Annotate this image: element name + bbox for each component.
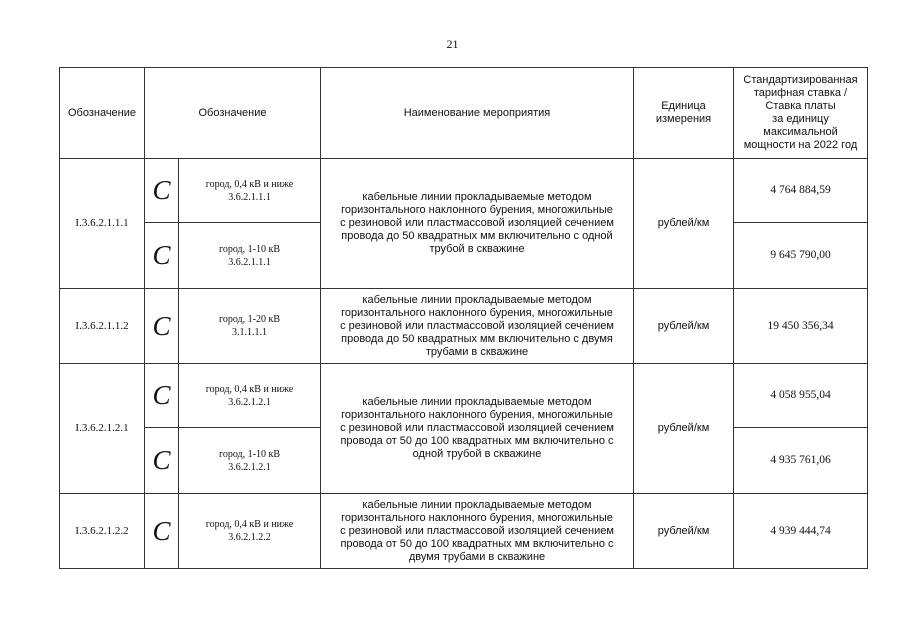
unit: рублей/км xyxy=(634,289,734,364)
rate-value: 19 450 356,34 xyxy=(734,289,868,364)
sub-designation: город, 0,4 кВ и ниже 3.6.2.1.2.1 xyxy=(179,364,321,428)
sub-designation: город, 1-10 кВ 3.6.2.1.2.1 xyxy=(179,428,321,494)
row-code: I.3.6.2.1.2.1 xyxy=(60,364,145,494)
table-row xyxy=(60,289,868,364)
row-code: I.3.6.2.1.1.2 xyxy=(60,289,145,364)
rate-value: 9 645 790,00 xyxy=(734,223,868,289)
activity-name: кабельные линии прокладываемые методом горизонтального наклонного бурения, многожильные с резиновой или пластмассовой изоляцией сечением провода от 50 до 100 квадратных мм включительно с одной трубой в скважине xyxy=(321,364,634,494)
header-designation-2: Обозначение xyxy=(145,68,321,159)
rate-value: 4 935 761,06 xyxy=(734,428,868,494)
rate-value: 4 764 884,59 xyxy=(734,159,868,223)
sub-designation: город, 0,4 кВ и ниже 3.6.2.1.2.2 xyxy=(179,494,321,569)
page-number: 21 xyxy=(446,37,459,51)
activity-name: кабельные линии прокладываемые методом горизонтального наклонного бурения, многожильные с резиновой или пластмассовой изоляцией сечением провода до 50 квадратных мм включительно с одной трубой в скважине xyxy=(321,159,634,289)
row-code: I.3.6.2.1.1.1 xyxy=(60,159,145,289)
rate-value: 4 058 955,04 xyxy=(734,364,868,428)
header-rate: Стандартизированная тарифная ставка / Ставка платы за единицу максимальной мощности на 2022 год xyxy=(734,68,868,159)
c-symbol-icon: C xyxy=(145,428,179,494)
activity-name: кабельные линии прокладываемые методом горизонтального наклонного бурения, многожильные с резиновой или пластмассовой изоляцией сечением провода от 50 до 100 квадратных мм включительно с двумя трубами в скважине xyxy=(321,494,634,569)
c-symbol-icon: C xyxy=(145,159,179,223)
tariff-table xyxy=(59,67,868,569)
c-symbol-icon: C xyxy=(145,364,179,428)
unit: рублей/км xyxy=(634,159,734,289)
header-activity-name: Наименование мероприятия xyxy=(321,68,634,159)
row-code: I.3.6.2.1.2.2 xyxy=(60,494,145,569)
sub-designation: город, 0,4 кВ и ниже 3.6.2.1.1.1 xyxy=(179,159,321,223)
sub-designation: город, 1-20 кВ 3.1.1.1.1 xyxy=(179,289,321,364)
header-designation-1: Обозначение xyxy=(60,68,145,159)
c-symbol-icon: C xyxy=(145,494,179,569)
rate-value: 4 939 444,74 xyxy=(734,494,868,569)
header-row xyxy=(60,68,868,159)
table-row xyxy=(60,364,868,428)
header-unit: Единица измерения xyxy=(634,68,734,159)
unit: рублей/км xyxy=(634,364,734,494)
c-symbol-icon: C xyxy=(145,223,179,289)
c-symbol-icon: C xyxy=(145,289,179,364)
sub-designation: город, 1-10 кВ 3.6.2.1.1.1 xyxy=(179,223,321,289)
table-row xyxy=(60,494,868,569)
unit: рублей/км xyxy=(634,494,734,569)
table-row xyxy=(60,159,868,223)
activity-name: кабельные линии прокладываемые методом горизонтального наклонного бурения, многожильные с резиновой или пластмассовой изоляцией сечением провода до 50 квадратных мм включительно с двумя трубами в скважине xyxy=(321,289,634,364)
